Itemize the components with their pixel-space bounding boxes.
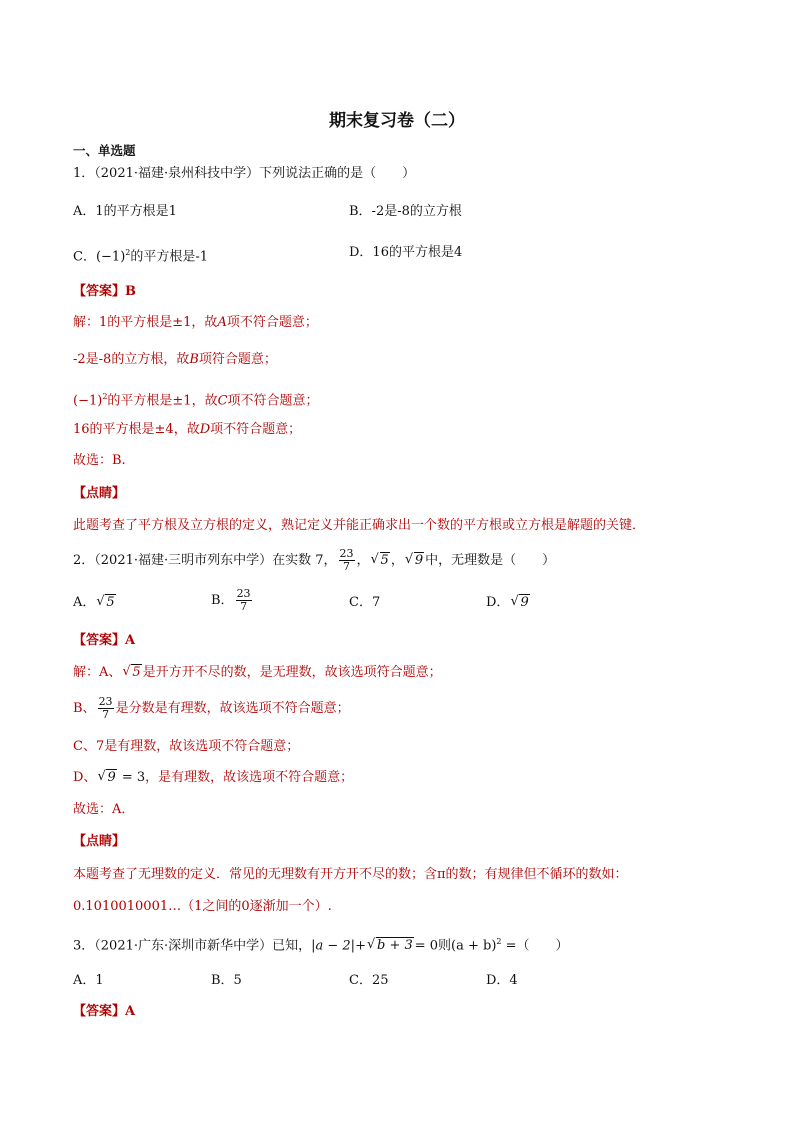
q1-solution-1-text: 解：1的平方根是±1，故 (73, 315, 218, 330)
q1-option-a: A．1的平方根是1 (73, 204, 177, 219)
q3-stem-sqrt (367, 937, 414, 955)
q3-option-d: D．4 (486, 973, 518, 988)
radicand: 5 (380, 553, 389, 568)
fraction-denominator: 7 (102, 708, 110, 721)
fraction-numerator: 23 (236, 587, 251, 600)
q2-stem-tail: 中，无理数是（ ） (425, 553, 556, 568)
q2-solution-1-text: 解：A、 (73, 665, 122, 680)
q3-stem (73, 933, 569, 955)
radicand: 9 (414, 553, 424, 568)
q2-option-a-sqrt (96, 594, 115, 612)
q2-stem: 2．（2021·福建·三明市列东中学）在实数 7， $\frac{23}{7}$ ，√ 5 ，√ 9 中，无理数是（ ） (73, 548, 555, 574)
q1-solution-3-expr: (−1) (73, 393, 103, 409)
radicand: 9 (107, 770, 116, 785)
q2-solution-1-tail: 是开方开不尽的数，是无理数，故该选项符合题意； (142, 665, 442, 680)
q1-solution-5: 故选：B. (73, 453, 126, 468)
q3-stem-exp: 2 (496, 937, 502, 946)
q2-solution-4-tail: ，是有理数，故该选项不符合题意； (145, 770, 354, 785)
fraction-denominator: 7 (240, 600, 248, 613)
q2-solution-4-sqrt (97, 769, 116, 787)
q3-stem-text: 3．（2021·广东·深圳市新华中学）已知， (73, 938, 312, 954)
q2-solution-4 (73, 769, 353, 787)
q2-solution-2-fraction (98, 696, 114, 721)
q1-solution-2-letter: B (189, 352, 199, 367)
q2-solution-5: 故选：A． (73, 802, 135, 817)
q1-solution-4-text: 16的平方根是±4，故 (73, 422, 200, 437)
page-title: 期末复习卷（二） (329, 111, 465, 131)
q3-stem-plus: + (355, 938, 366, 954)
q1-solution-4-letter: D (199, 422, 211, 437)
q1-solution-1 (73, 314, 318, 332)
q3-option-c: C．25 (349, 973, 389, 988)
q1-solution-3 (73, 388, 319, 410)
radicand: 5 (132, 665, 141, 680)
q1-solution-2-text: -2是-8的立方根，故 (73, 352, 190, 367)
q2-option-a-label: A． (73, 595, 96, 610)
q1-solution-3-letter: C (217, 393, 228, 409)
q2-option-b-fraction (236, 588, 252, 613)
q2-option-b-label: B． (211, 593, 234, 608)
q2-option-a (73, 594, 117, 612)
radicand: b + 3 (376, 938, 413, 954)
q2-solution-4-text: D、 (73, 770, 97, 785)
fraction-denominator: 7 (343, 560, 351, 573)
q1-solution-2-tail: 项符合题意； (198, 352, 277, 367)
q1-solution-1-letter: A (217, 315, 227, 330)
q2-option-b (211, 588, 254, 614)
q3-option-b: B．5 (211, 973, 242, 988)
q1-answer-tag: 【答案】B (73, 284, 136, 299)
q2-solution-2-tail: 是分数是有理数，故该选项不符合题意； (115, 701, 350, 716)
q1-solution-3-tail: 项不符合题意； (227, 393, 319, 409)
q2-solution-2-text: B、 (73, 701, 96, 716)
q1-option-c-label: C． (73, 249, 96, 265)
radicand: 9 (520, 595, 529, 610)
q1-solution-4 (73, 421, 301, 439)
q3-stem-tail: =（ ） (501, 938, 569, 954)
q2-stem-sqrt9 (405, 548, 424, 574)
q2-stem-sqrt5 (371, 548, 390, 574)
q2-stem-fraction (339, 548, 355, 573)
q1-solution-2 (73, 351, 277, 369)
q2-answer-tag: 【答案】A (73, 633, 136, 648)
fraction-numerator: 23 (98, 695, 113, 708)
q1-option-c-text: 的平方根是-1 (130, 249, 209, 265)
q3-stem-abs: |a − 2| (311, 938, 356, 954)
q2-option-d-sqrt (510, 594, 529, 612)
q2-option-d (486, 594, 531, 612)
q1-option-c-expr: (−1) (95, 249, 126, 265)
q2-solution-1-sqrt (122, 664, 141, 682)
q2-stem-text: 2．（2021·福建·三明市列东中学）在实数 7， (73, 553, 337, 568)
q1-comment: 此题考查了平方根及立方根的定义，熟记定义并能正确求出一个数的平方根或立方根是解题的关键． (73, 518, 646, 533)
radicand: 5 (106, 595, 115, 610)
q3-option-a: A．1 (73, 973, 104, 988)
q2-solution-4-eq: = 3 (121, 770, 146, 785)
q2-solution-1 (73, 664, 442, 682)
q1-option-b: B．-2是-8的立方根 (349, 204, 462, 219)
q2-solution-3: C、7是有理数，故该选项不符合题意； (73, 739, 300, 754)
q1-solution-3-exp: 2 (102, 392, 108, 401)
q1-solution-4-tail: 项不符合题意； (210, 422, 302, 437)
q2-comment-2: 0.1010010001…（1之间的0逐渐加一个）. (73, 899, 332, 914)
q1-option-d: D．16的平方根是4 (349, 245, 463, 260)
q1-comment-tag: 【点睛】 (73, 486, 126, 501)
q2-comment-tag: 【点睛】 (73, 834, 126, 849)
section-heading: 一、单选题 (73, 143, 136, 158)
q2-comment-1: 本题考查了无理数的定义．常见的无理数有开方开不尽的数；含π的数；有规律但不循环的数如： (73, 867, 628, 882)
q3-stem-eq: = 0则(a + b) (414, 938, 497, 954)
fraction-numerator: 23 (339, 547, 354, 560)
q1-option-c (73, 244, 208, 266)
q3-answer-tag: 【答案】A (73, 1004, 136, 1019)
q1-solution-3-text: 的平方根是±1，故 (107, 393, 218, 409)
q1-stem: 1．（2021·福建·泉州科技中学）下列说法正确的是（ ） (73, 166, 416, 181)
q1-solution-1-tail: 项不符合题意； (226, 315, 318, 330)
q2-option-c: C．7 (349, 595, 381, 610)
q1-option-c-exp: 2 (125, 248, 131, 257)
q2-solution-2 (73, 696, 350, 722)
q2-option-d-label: D． (486, 595, 510, 610)
